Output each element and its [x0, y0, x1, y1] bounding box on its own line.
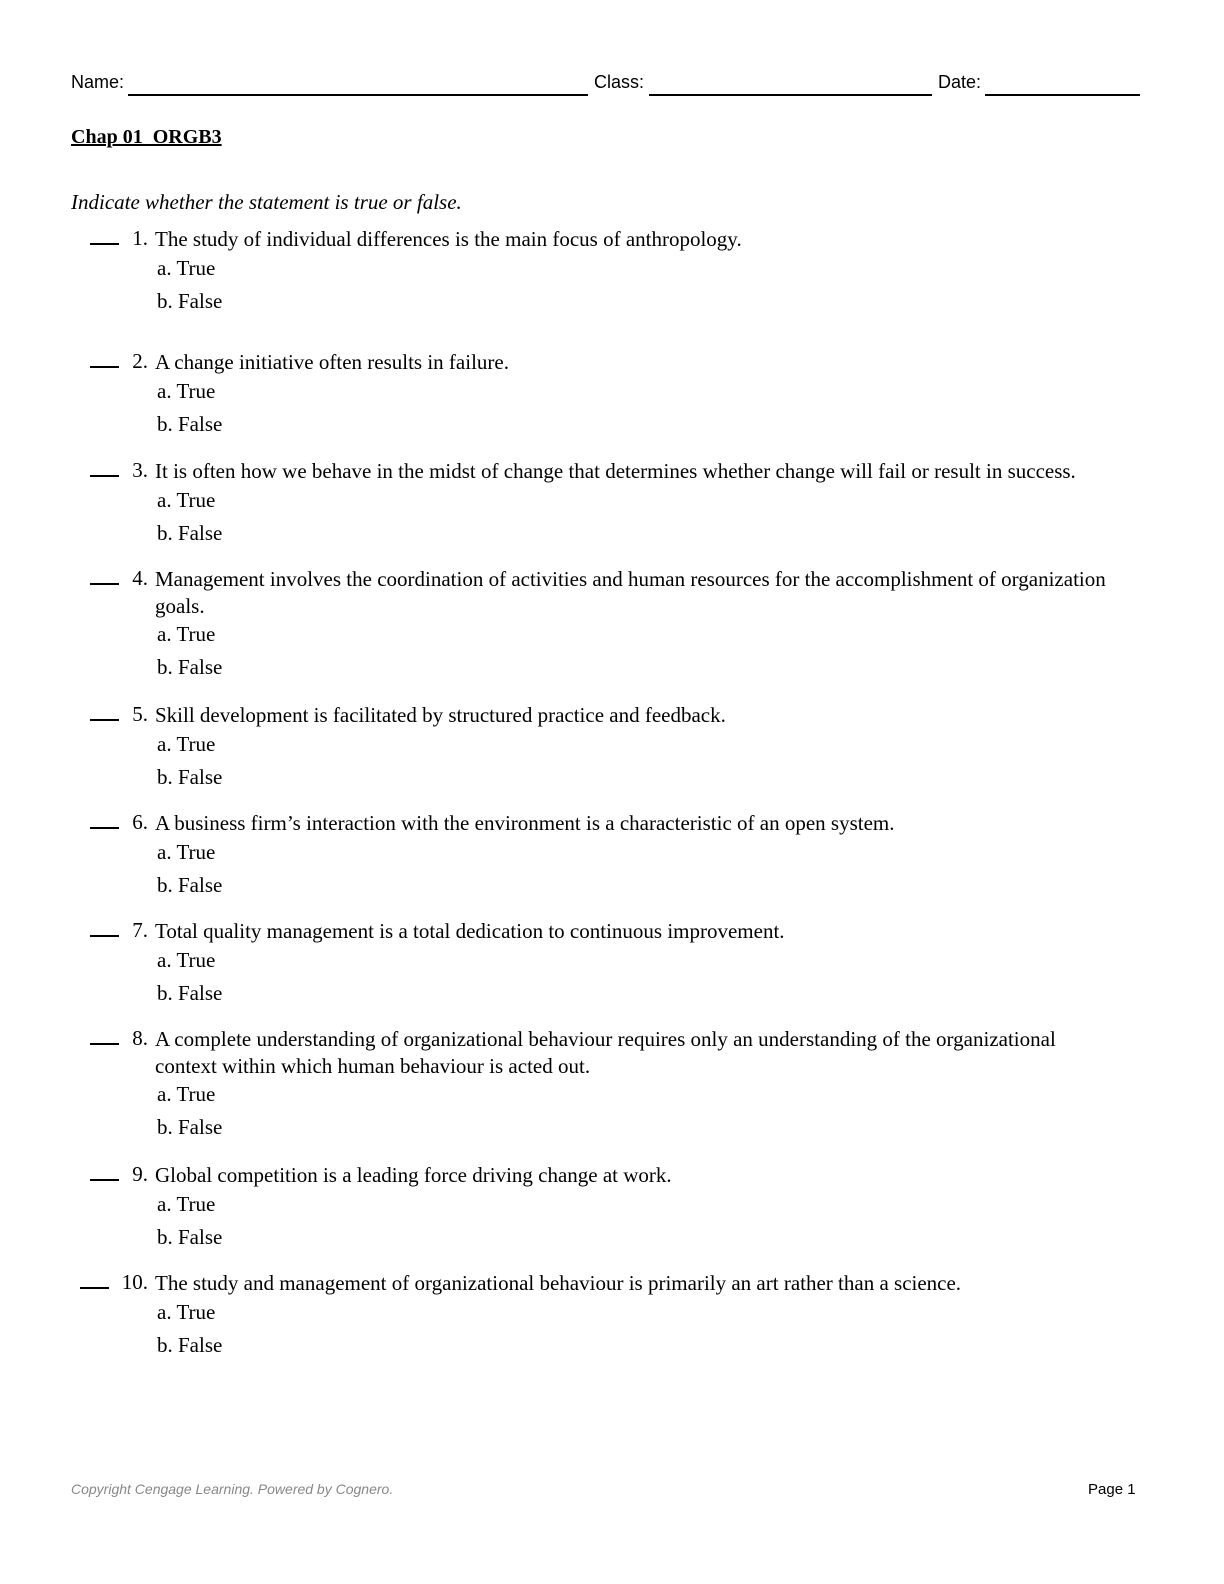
option-false[interactable]: b. False [157, 289, 223, 313]
answer-blank[interactable] [90, 243, 119, 245]
option-false[interactable]: b. False [157, 412, 223, 436]
question-number: 6. [132, 810, 148, 834]
option-false[interactable]: b. False [157, 981, 223, 1005]
page-number: Page 1 [1088, 1481, 1136, 1498]
question-number: 8. [132, 1026, 148, 1050]
question-number: 9. [132, 1162, 148, 1186]
question-text: Global competition is a leading force driving change at work. [155, 1163, 672, 1187]
copyright-notice: Copyright Cengage Learning. Powered by Cognero. [71, 1481, 394, 1497]
option-true[interactable]: a. True [157, 1300, 216, 1324]
question-number: 2. [132, 349, 148, 373]
name-label: Name: [71, 72, 125, 92]
question-text: A business firm’s interaction with the environment is a characteristic of an open system. [155, 811, 895, 835]
question-text: Skill development is facilitated by structured practice and feedback. [155, 703, 726, 727]
class-label: Class: [594, 72, 645, 92]
option-true[interactable]: a. True [157, 948, 216, 972]
class-field[interactable] [649, 94, 932, 96]
option-true[interactable]: a. True [157, 1192, 216, 1216]
date-label: Date: [938, 72, 982, 92]
question-text: A complete understanding of organizational behaviour requires only an understanding of the organizational context within which human behaviour is acted out. [155, 1027, 1056, 1078]
option-false[interactable]: b. False [157, 1225, 223, 1249]
answer-blank[interactable] [90, 583, 119, 585]
answer-blank[interactable] [90, 366, 119, 368]
question-text: The study and management of organizational behaviour is primarily an art rather than a science. [155, 1271, 962, 1295]
date-field[interactable] [985, 94, 1140, 96]
answer-blank[interactable] [90, 935, 119, 937]
answer-blank[interactable] [90, 827, 119, 829]
option-false[interactable]: b. False [157, 873, 223, 897]
option-false[interactable]: b. False [157, 655, 223, 679]
option-true[interactable]: a. True [157, 1082, 216, 1106]
question-number: 1. [132, 226, 148, 250]
option-true[interactable]: a. True [157, 379, 216, 403]
option-false[interactable]: b. False [157, 1333, 223, 1357]
question-number: 5. [132, 702, 148, 726]
answer-blank[interactable] [90, 719, 119, 721]
answer-blank[interactable] [90, 1179, 119, 1181]
question-number: 7. [132, 918, 148, 942]
option-false[interactable]: b. False [157, 765, 223, 789]
student-info-header [71, 72, 1140, 98]
name-field[interactable] [128, 94, 588, 96]
page-title: Chap 01_ORGB3 [71, 126, 222, 148]
answer-blank[interactable] [90, 1043, 119, 1045]
question-text: Total quality management is a total dedication to continuous improvement. [155, 919, 785, 943]
option-false[interactable]: b. False [157, 1115, 223, 1139]
question-text: It is often how we behave in the midst of change that determines whether change will fail or result in success. [155, 459, 1076, 483]
answer-blank[interactable] [90, 475, 119, 477]
option-true[interactable]: a. True [157, 622, 216, 646]
question-number: 4. [132, 566, 148, 590]
question-text: The study of individual differences is the main focus of anthropology. [155, 227, 742, 251]
option-true[interactable]: a. True [157, 488, 216, 512]
question-text: Management involves the coordination of activities and human resources for the accomplishment of organization goals. [155, 567, 1106, 618]
instructions: Indicate whether the statement is true or false. [71, 190, 462, 214]
question-number: 3. [132, 458, 148, 482]
option-true[interactable]: a. True [157, 732, 216, 756]
option-false[interactable]: b. False [157, 521, 223, 545]
option-true[interactable]: a. True [157, 256, 216, 280]
question-text: A change initiative often results in failure. [155, 350, 509, 374]
answer-blank[interactable] [80, 1287, 109, 1289]
question-number: 10. [121, 1270, 148, 1294]
option-true[interactable]: a. True [157, 840, 216, 864]
